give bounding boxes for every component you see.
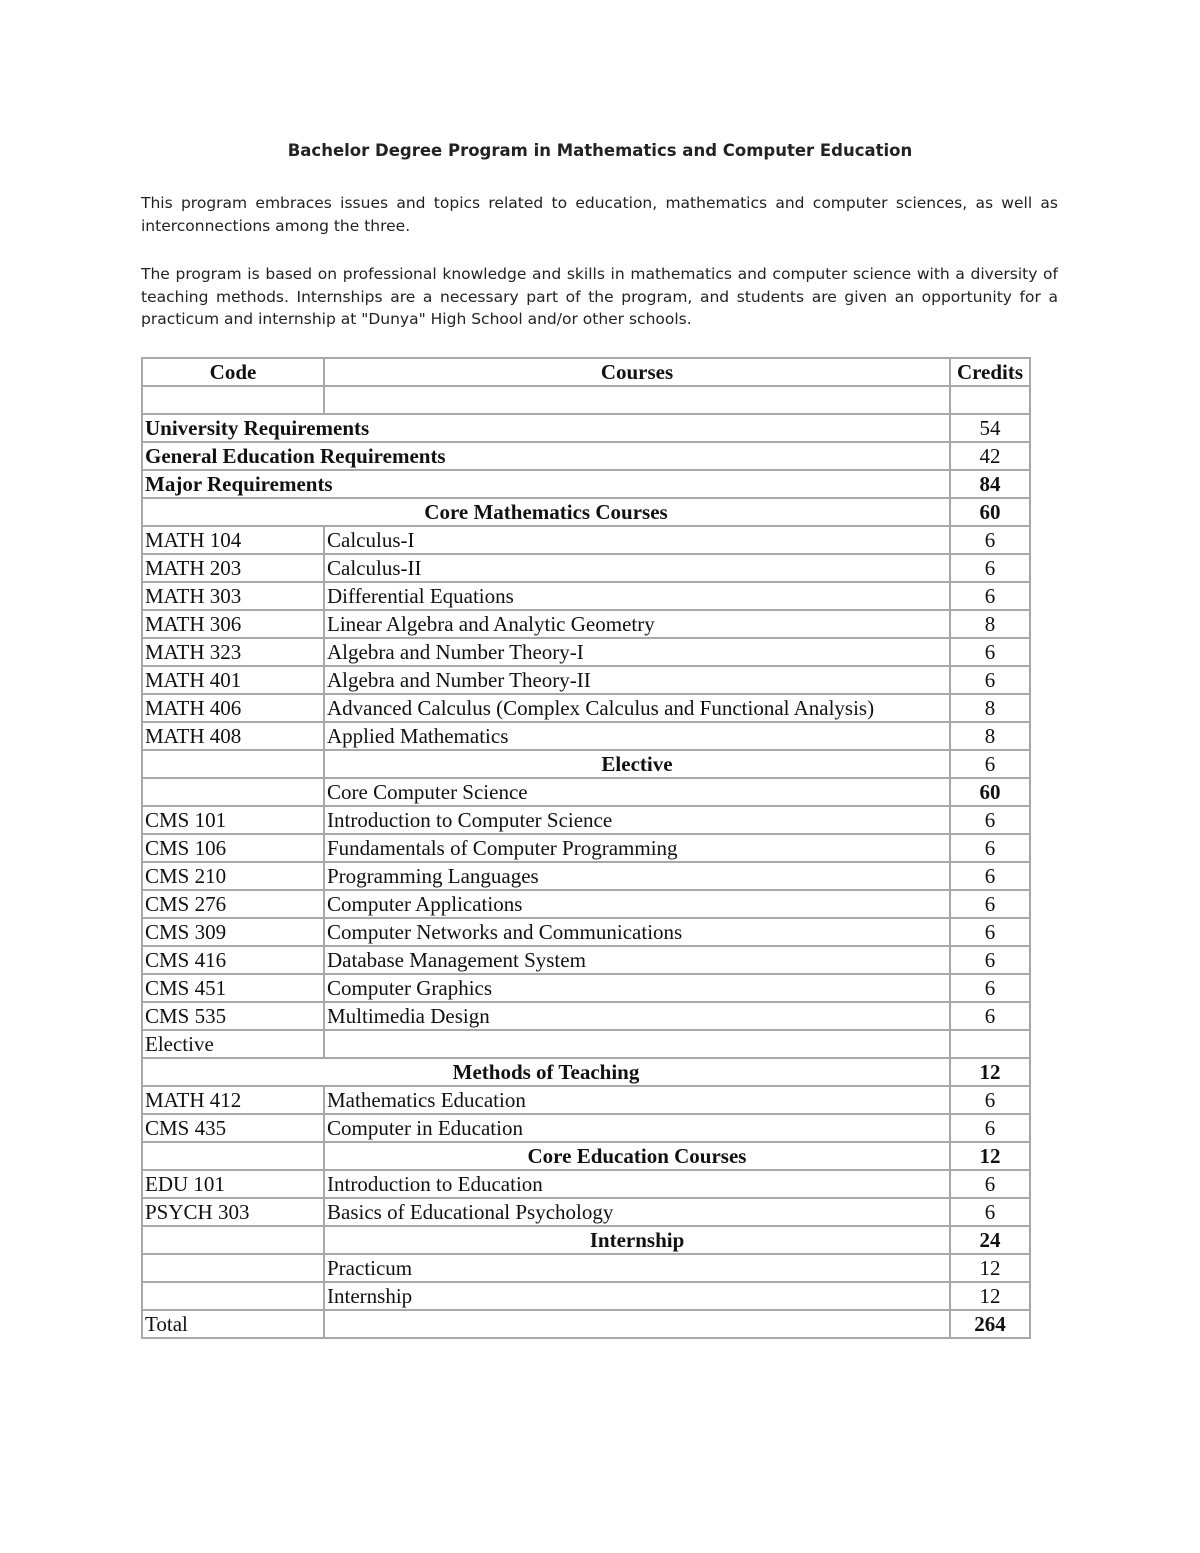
- credits-cell: 6: [950, 1086, 1030, 1114]
- section-label-cell: Internship: [324, 1226, 950, 1254]
- course-cell: Mathematics Education: [324, 1086, 950, 1114]
- code-cell: CMS 435: [142, 1114, 324, 1142]
- credits-cell: 6: [950, 918, 1030, 946]
- credits-cell: 6: [950, 862, 1030, 890]
- credits-cell: 6: [950, 638, 1030, 666]
- section-label-cell: Core Education Courses: [324, 1142, 950, 1170]
- credits-cell: 6: [950, 666, 1030, 694]
- code-cell: [142, 1282, 324, 1310]
- course-cell: Calculus-I: [324, 526, 950, 554]
- group-label-cell: University Requirements: [142, 414, 950, 442]
- credits-cell: 6: [950, 890, 1030, 918]
- section-label-cell: Core Mathematics Courses: [142, 498, 950, 526]
- code-cell: CMS 210: [142, 862, 324, 890]
- course-cell: Database Management System: [324, 946, 950, 974]
- table-row: [142, 1030, 1030, 1058]
- course-cell: Computer Networks and Communications: [324, 918, 950, 946]
- section-label-cell: Elective: [324, 750, 950, 778]
- table-row: [142, 666, 1030, 694]
- table-row: [142, 414, 1030, 442]
- table-body: [142, 386, 1030, 1338]
- table-row: [142, 750, 1030, 778]
- table-row: [142, 946, 1030, 974]
- table-row: [142, 1002, 1030, 1030]
- code-cell: CMS 276: [142, 890, 324, 918]
- code-cell: MATH 408: [142, 722, 324, 750]
- credits-cell: 6: [950, 1002, 1030, 1030]
- code-cell: [142, 1254, 324, 1282]
- table-row: [142, 862, 1030, 890]
- table-row: [142, 638, 1030, 666]
- document-title: Bachelor Degree Program in Mathematics and Computer Education: [287, 141, 913, 160]
- header-courses: Courses: [324, 358, 950, 386]
- course-cell: Linear Algebra and Analytic Geometry: [324, 610, 950, 638]
- course-cell: Introduction to Education: [324, 1170, 950, 1198]
- course-cell: [324, 1030, 950, 1058]
- table-row: [142, 1142, 1030, 1170]
- table-row: [142, 1086, 1030, 1114]
- table-row: [142, 694, 1030, 722]
- course-cell: Advanced Calculus (Complex Calculus and Functional Analysis): [324, 694, 950, 722]
- code-cell: CMS 309: [142, 918, 324, 946]
- table-row: [142, 806, 1030, 834]
- program-description-paragraph: The program is based on professional knowledge and skills in mathematics and computer science with a diversity of teaching methods. Internships are a necessary part of the program, and students are given an opportunity for a practicum and internship at "Dunya" High School and/or other schools.: [141, 265, 1058, 328]
- course-cell: Applied Mathematics: [324, 722, 950, 750]
- credits-cell: 12: [950, 1058, 1030, 1086]
- intro-paragraph: This program embraces issues and topics related to education, mathematics and computer sciences, as well as interconnections among the three.: [141, 194, 1058, 235]
- course-cell: Practicum: [324, 1254, 950, 1282]
- table-row: [142, 1058, 1030, 1086]
- credits-cell: 12: [950, 1282, 1030, 1310]
- credits-cell: 8: [950, 722, 1030, 750]
- credits-cell: 12: [950, 1254, 1030, 1282]
- credits-cell: [950, 386, 1030, 414]
- course-cell: Calculus-II: [324, 554, 950, 582]
- credits-cell: 42: [950, 442, 1030, 470]
- code-cell: [142, 750, 324, 778]
- course-cell: Introduction to Computer Science: [324, 806, 950, 834]
- code-cell: MATH 303: [142, 582, 324, 610]
- code-cell: CMS 535: [142, 1002, 324, 1030]
- course-cell: Computer Applications: [324, 890, 950, 918]
- code-cell: MATH 203: [142, 554, 324, 582]
- course-cell: Computer Graphics: [324, 974, 950, 1002]
- course-table: [141, 357, 1031, 1339]
- table-row: [142, 386, 1030, 414]
- course-cell: Fundamentals of Computer Programming: [324, 834, 950, 862]
- course-cell: [324, 1310, 950, 1338]
- table-header-row: [142, 358, 1030, 386]
- table-row: [142, 610, 1030, 638]
- section-label-cell: Methods of Teaching: [142, 1058, 950, 1086]
- table-row: [142, 498, 1030, 526]
- course-cell: [324, 386, 950, 414]
- code-cell: Elective: [142, 1030, 324, 1058]
- course-cell: Internship: [324, 1282, 950, 1310]
- credits-cell: 6: [950, 1114, 1030, 1142]
- table-row: [142, 470, 1030, 498]
- code-cell: CMS 416: [142, 946, 324, 974]
- course-cell: Multimedia Design: [324, 1002, 950, 1030]
- code-cell: EDU 101: [142, 1170, 324, 1198]
- credits-cell: 54: [950, 414, 1030, 442]
- course-cell: Basics of Educational Psychology: [324, 1198, 950, 1226]
- code-cell: [142, 1226, 324, 1254]
- table-row: [142, 890, 1030, 918]
- credits-cell: 6: [950, 582, 1030, 610]
- code-cell: [142, 778, 324, 806]
- credits-cell: 6: [950, 1170, 1030, 1198]
- credits-cell: 6: [950, 974, 1030, 1002]
- course-cell: Computer in Education: [324, 1114, 950, 1142]
- table-row: [142, 526, 1030, 554]
- table-row: [142, 1254, 1030, 1282]
- credits-cell: 6: [950, 554, 1030, 582]
- credits-cell: 6: [950, 806, 1030, 834]
- course-cell: Differential Equations: [324, 582, 950, 610]
- group-label-cell: Major Requirements: [142, 470, 950, 498]
- code-cell: CMS 106: [142, 834, 324, 862]
- table-row: [142, 834, 1030, 862]
- credits-cell: 6: [950, 946, 1030, 974]
- code-cell: MATH 323: [142, 638, 324, 666]
- code-cell: Total: [142, 1310, 324, 1338]
- code-cell: PSYCH 303: [142, 1198, 324, 1226]
- table-row: [142, 554, 1030, 582]
- credits-cell: 6: [950, 834, 1030, 862]
- code-cell: [142, 1142, 324, 1170]
- credits-cell: 6: [950, 750, 1030, 778]
- credits-cell: 8: [950, 610, 1030, 638]
- table-row: [142, 722, 1030, 750]
- table-row: [142, 1282, 1030, 1310]
- credits-cell: 60: [950, 498, 1030, 526]
- credits-cell: [950, 1030, 1030, 1058]
- table-row: [142, 442, 1030, 470]
- credits-cell: 6: [950, 1198, 1030, 1226]
- table-row: [142, 974, 1030, 1002]
- table-row: [142, 1226, 1030, 1254]
- credits-cell: 12: [950, 1142, 1030, 1170]
- code-cell: CMS 101: [142, 806, 324, 834]
- table-row: [142, 918, 1030, 946]
- group-label-cell: General Education Requirements: [142, 442, 950, 470]
- course-cell: Algebra and Number Theory-II: [324, 666, 950, 694]
- credits-cell: 8: [950, 694, 1030, 722]
- header-credits: Credits: [950, 358, 1030, 386]
- table-row: [142, 582, 1030, 610]
- code-cell: MATH 104: [142, 526, 324, 554]
- table-row: [142, 1310, 1030, 1338]
- table-row: [142, 1198, 1030, 1226]
- code-cell: MATH 401: [142, 666, 324, 694]
- credits-cell: 84: [950, 470, 1030, 498]
- code-cell: CMS 451: [142, 974, 324, 1002]
- table-row: [142, 1170, 1030, 1198]
- course-cell: Algebra and Number Theory-I: [324, 638, 950, 666]
- code-cell: MATH 406: [142, 694, 324, 722]
- header-code: Code: [142, 358, 324, 386]
- table-row: [142, 1114, 1030, 1142]
- course-cell: Core Computer Science: [324, 778, 950, 806]
- code-cell: MATH 412: [142, 1086, 324, 1114]
- credits-cell: 24: [950, 1226, 1030, 1254]
- code-cell: MATH 306: [142, 610, 324, 638]
- credits-cell: 6: [950, 526, 1030, 554]
- table-row: [142, 778, 1030, 806]
- credits-cell: 264: [950, 1310, 1030, 1338]
- credits-cell: 60: [950, 778, 1030, 806]
- code-cell: [142, 386, 324, 414]
- course-cell: Programming Languages: [324, 862, 950, 890]
